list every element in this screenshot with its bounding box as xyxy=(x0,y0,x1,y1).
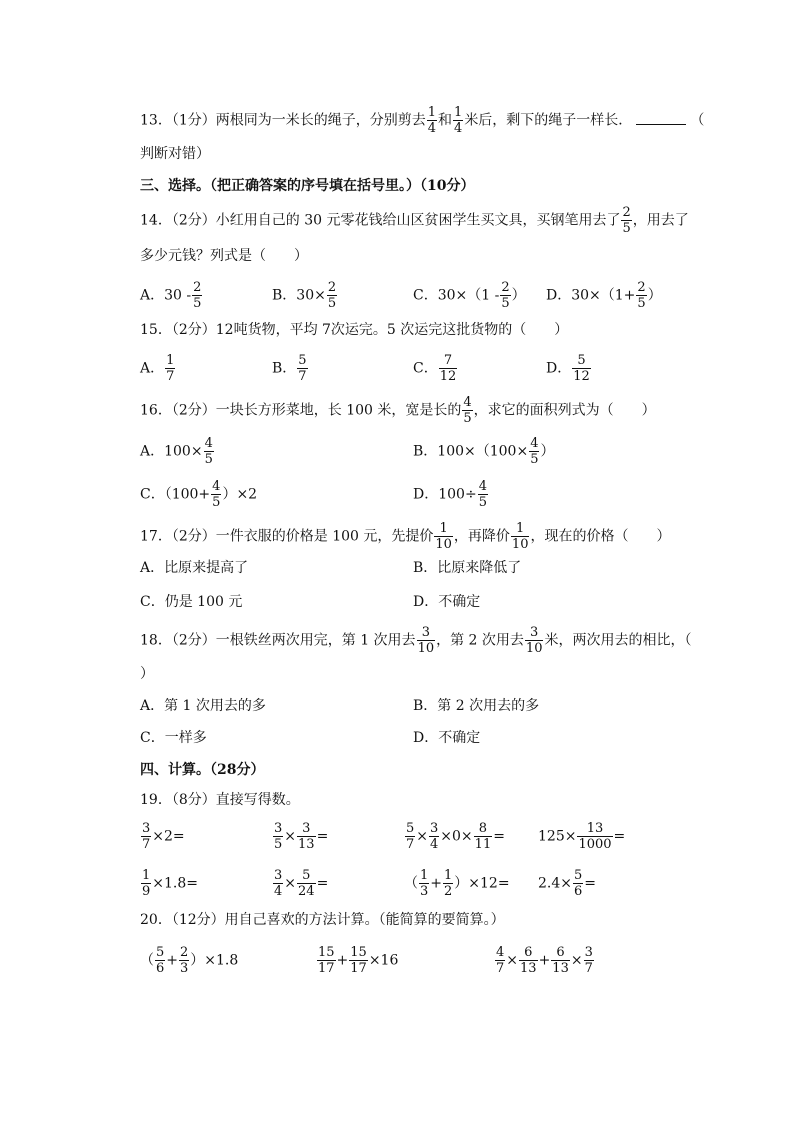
question-text: 用自己喜欢的方法计算。（能简算的要简算。） xyxy=(224,912,505,928)
question-number: 17． xyxy=(140,528,172,545)
fraction: $\frac{8}{11}$ xyxy=(474,821,492,852)
option-c[interactable]: C．仍是 100 元 xyxy=(140,594,243,610)
option-c[interactable]: C．30×（1 - $\frac{2}{5}$ ） xyxy=(413,280,526,311)
fraction: $\frac{5}{24}$ xyxy=(298,868,315,899)
fraction: $\frac{3}{4}$ xyxy=(274,868,283,899)
fraction: $\frac{5}{6}$ xyxy=(574,868,583,899)
option-a[interactable]: A． $\frac{1}{7}$ xyxy=(140,353,175,384)
option-d[interactable]: D． $\frac{5}{12}$ xyxy=(546,353,590,384)
question-number: 14． xyxy=(140,212,172,229)
expression-5: $\frac{1}{9}$ ×1.8= xyxy=(142,868,199,899)
section-heading-3: 三、选择。（把正确答案的序号填在括号里。）（10分） xyxy=(140,178,475,194)
question-16 xyxy=(140,396,656,425)
question-text: ） xyxy=(140,666,154,682)
expression-1: $\frac{3}{7}$ ×2= xyxy=(142,821,185,852)
option-a[interactable]: A．100× $\frac{4}{5}$ xyxy=(140,436,213,467)
question-text: 一块长方形菜地，长 100 米，宽是长的 xyxy=(215,402,462,419)
fraction: $\frac{4}{5}$ xyxy=(530,436,539,467)
fraction: $\frac{5}{6}$ xyxy=(156,945,165,976)
question-text: ，第 2 次用去 xyxy=(436,632,524,649)
question-number: 20． xyxy=(140,912,172,928)
fraction: $\frac{1}{4}$ xyxy=(454,105,463,136)
option-d[interactable]: D．30×（1+ $\frac{2}{5}$ ） xyxy=(546,280,662,311)
question-text: （ xyxy=(690,112,705,129)
option-b[interactable]: B． $\frac{5}{7}$ xyxy=(272,353,307,384)
question-text: ，求它的面积列式为（ ） xyxy=(473,402,656,419)
expression-10: $\frac{15}{17}$ + $\frac{15}{17}$ ×16 xyxy=(318,945,399,976)
fraction: $\frac{3}{10}$ xyxy=(417,625,435,656)
fraction: $\frac{1}{7}$ xyxy=(166,353,175,384)
expression-9: （ $\frac{5}{6}$ + $\frac{2}{3}$ ）×1.8 xyxy=(140,945,239,976)
question-19 xyxy=(140,790,300,810)
fraction: $\frac{4}{5}$ xyxy=(204,436,213,467)
option-b[interactable]: B．第 2 次用去的多 xyxy=(413,698,540,714)
fraction: $\frac{1}{9}$ xyxy=(142,868,151,899)
question-score: （2分） xyxy=(171,402,216,419)
question-number: 13． xyxy=(140,112,172,129)
question-14 xyxy=(140,206,689,235)
fraction: $\frac{4}{5}$ xyxy=(212,479,221,510)
question-number: 19． xyxy=(140,792,172,808)
question-text: 直接写得数。 xyxy=(215,792,300,808)
option-a[interactable]: A．第 1 次用去的多 xyxy=(140,698,266,714)
question-18 xyxy=(140,626,691,655)
fraction: $\frac{15}{17}$ xyxy=(318,945,335,976)
option-b[interactable]: B．100×（100× $\frac{4}{5}$ ） xyxy=(413,436,555,467)
fraction: $\frac{15}{17}$ xyxy=(350,945,367,976)
fraction: $\frac{7}{12}$ xyxy=(439,353,457,384)
question-text: 一件衣服的价格是 100 元，先提价 xyxy=(215,528,434,545)
fraction: $\frac{3}{5}$ xyxy=(274,821,283,852)
expression-6: $\frac{3}{4}$ × $\frac{5}{24}$ = xyxy=(274,868,329,899)
fraction: $\frac{1}{2}$ xyxy=(444,868,453,899)
question-score: （2分） xyxy=(171,632,216,649)
expression-11: $\frac{4}{7}$ × $\frac{6}{13}$ + $\frac{6}{13}$ × $\frac{3}{7}$ xyxy=(496,945,593,976)
question-18-continued xyxy=(140,664,154,684)
fraction: $\frac{4}{7}$ xyxy=(496,945,505,976)
question-text: 多少元钱？列式是（ ） xyxy=(140,248,308,264)
fraction: $\frac{4}{5}$ xyxy=(478,479,487,510)
fraction: $\frac{3}{13}$ xyxy=(298,821,315,852)
expression-2: $\frac{3}{5}$ × $\frac{3}{13}$ = xyxy=(274,821,329,852)
fraction: $\frac{2}{5}$ xyxy=(327,280,337,311)
question-text: 两根同为一米长的绳子，分别剪去 xyxy=(215,112,426,129)
option-d[interactable]: D．不确定 xyxy=(413,730,481,746)
question-text: 一根铁丝两次用完，第 1 次用去 xyxy=(215,632,416,649)
question-13 xyxy=(140,106,704,135)
fraction: $\frac{5}{7}$ xyxy=(298,353,307,384)
question-score: （2分） xyxy=(171,212,216,229)
question-number: 16． xyxy=(140,402,172,419)
fraction: $\frac{1}{4}$ xyxy=(427,105,437,136)
fraction: $\frac{1}{3}$ xyxy=(420,868,429,899)
fraction: $\frac{1}{10}$ xyxy=(435,521,452,552)
question-score: （2分） xyxy=(171,528,216,545)
question-number: 18． xyxy=(140,632,172,649)
question-text: 判断对错） xyxy=(140,146,210,162)
fraction: $\frac{5}{7}$ xyxy=(406,821,415,852)
fraction: $\frac{5}{12}$ xyxy=(573,353,590,384)
option-a[interactable]: A．30 - $\frac{2}{5}$ xyxy=(140,280,202,311)
question-text: 和 xyxy=(438,112,453,129)
answer-blank[interactable] xyxy=(636,112,686,125)
question-15 xyxy=(140,320,568,340)
question-score: （2分） xyxy=(171,322,216,338)
option-a[interactable]: A．比原来提高了 xyxy=(140,560,249,576)
question-text: ，现在的价格（ ） xyxy=(530,528,671,545)
question-score: （8分） xyxy=(171,792,216,808)
option-c[interactable]: C．一样多 xyxy=(140,730,207,746)
fraction: $\frac{3}{7}$ xyxy=(142,821,151,852)
question-text: 米，两次用去的相比，（ xyxy=(544,632,692,649)
question-text: 小红用自己的 30 元零花钱给山区贫困学生买文具，买钢笔用去了 xyxy=(215,212,621,229)
question-text: 米后，剩下的绳子一样长． xyxy=(464,112,633,129)
option-d[interactable]: D．100÷ $\frac{4}{5}$ xyxy=(413,479,487,510)
expression-4: 125× $\frac{13}{1000}$ = xyxy=(538,821,626,852)
question-score: （12分） xyxy=(171,912,225,928)
option-b[interactable]: B．30× $\frac{2}{5}$ xyxy=(272,280,337,311)
fraction: $\frac{4}{5}$ xyxy=(463,395,472,426)
fraction: $\frac{6}{13}$ xyxy=(552,945,569,976)
fraction: $\frac{3}{10}$ xyxy=(525,625,543,656)
fraction: $\frac{2}{5}$ xyxy=(637,280,646,311)
question-text: 12吨货物，平均 7次运完。5 次运完这批货物的（ ） xyxy=(215,322,569,338)
fraction: $\frac{3}{4}$ xyxy=(430,821,439,852)
option-d[interactable]: D．不确定 xyxy=(413,594,481,610)
expression-8: 2.4× $\frac{5}{6}$ = xyxy=(538,868,597,899)
fraction: $\frac{2}{5}$ xyxy=(622,205,631,236)
fraction: $\frac{2}{5}$ xyxy=(501,280,510,311)
fraction: $\frac{1}{10}$ xyxy=(511,521,529,552)
option-c[interactable]: C．（100+ $\frac{4}{5}$ ）×2 xyxy=(140,479,258,510)
section-heading-4: 四、计算。（28分） xyxy=(140,762,265,778)
question-20 xyxy=(140,910,505,930)
question-13-continued xyxy=(140,144,210,164)
question-17 xyxy=(140,522,670,551)
option-c[interactable]: C． $\frac{7}{12}$ xyxy=(413,353,457,384)
question-number: 15． xyxy=(140,322,172,338)
fraction: $\frac{13}{1000}$ xyxy=(578,821,612,852)
option-b[interactable]: B．比原来降低了 xyxy=(413,560,522,576)
fraction: $\frac{2}{5}$ xyxy=(193,280,202,311)
question-text: ，用去了 xyxy=(632,212,689,229)
fraction: $\frac{6}{13}$ xyxy=(520,945,537,976)
question-14-continued xyxy=(140,246,308,266)
fraction: $\frac{2}{3}$ xyxy=(180,945,189,976)
expression-3: $\frac{5}{7}$ × $\frac{3}{4}$ ×0× $\frac{8}{11}$ = xyxy=(406,821,505,852)
expression-7: （ $\frac{1}{3}$ + $\frac{1}{2}$ ）×12= xyxy=(404,868,510,899)
fraction: $\frac{3}{7}$ xyxy=(584,945,593,976)
question-score: （1分） xyxy=(171,112,216,129)
question-text: ，再降价 xyxy=(453,528,510,545)
